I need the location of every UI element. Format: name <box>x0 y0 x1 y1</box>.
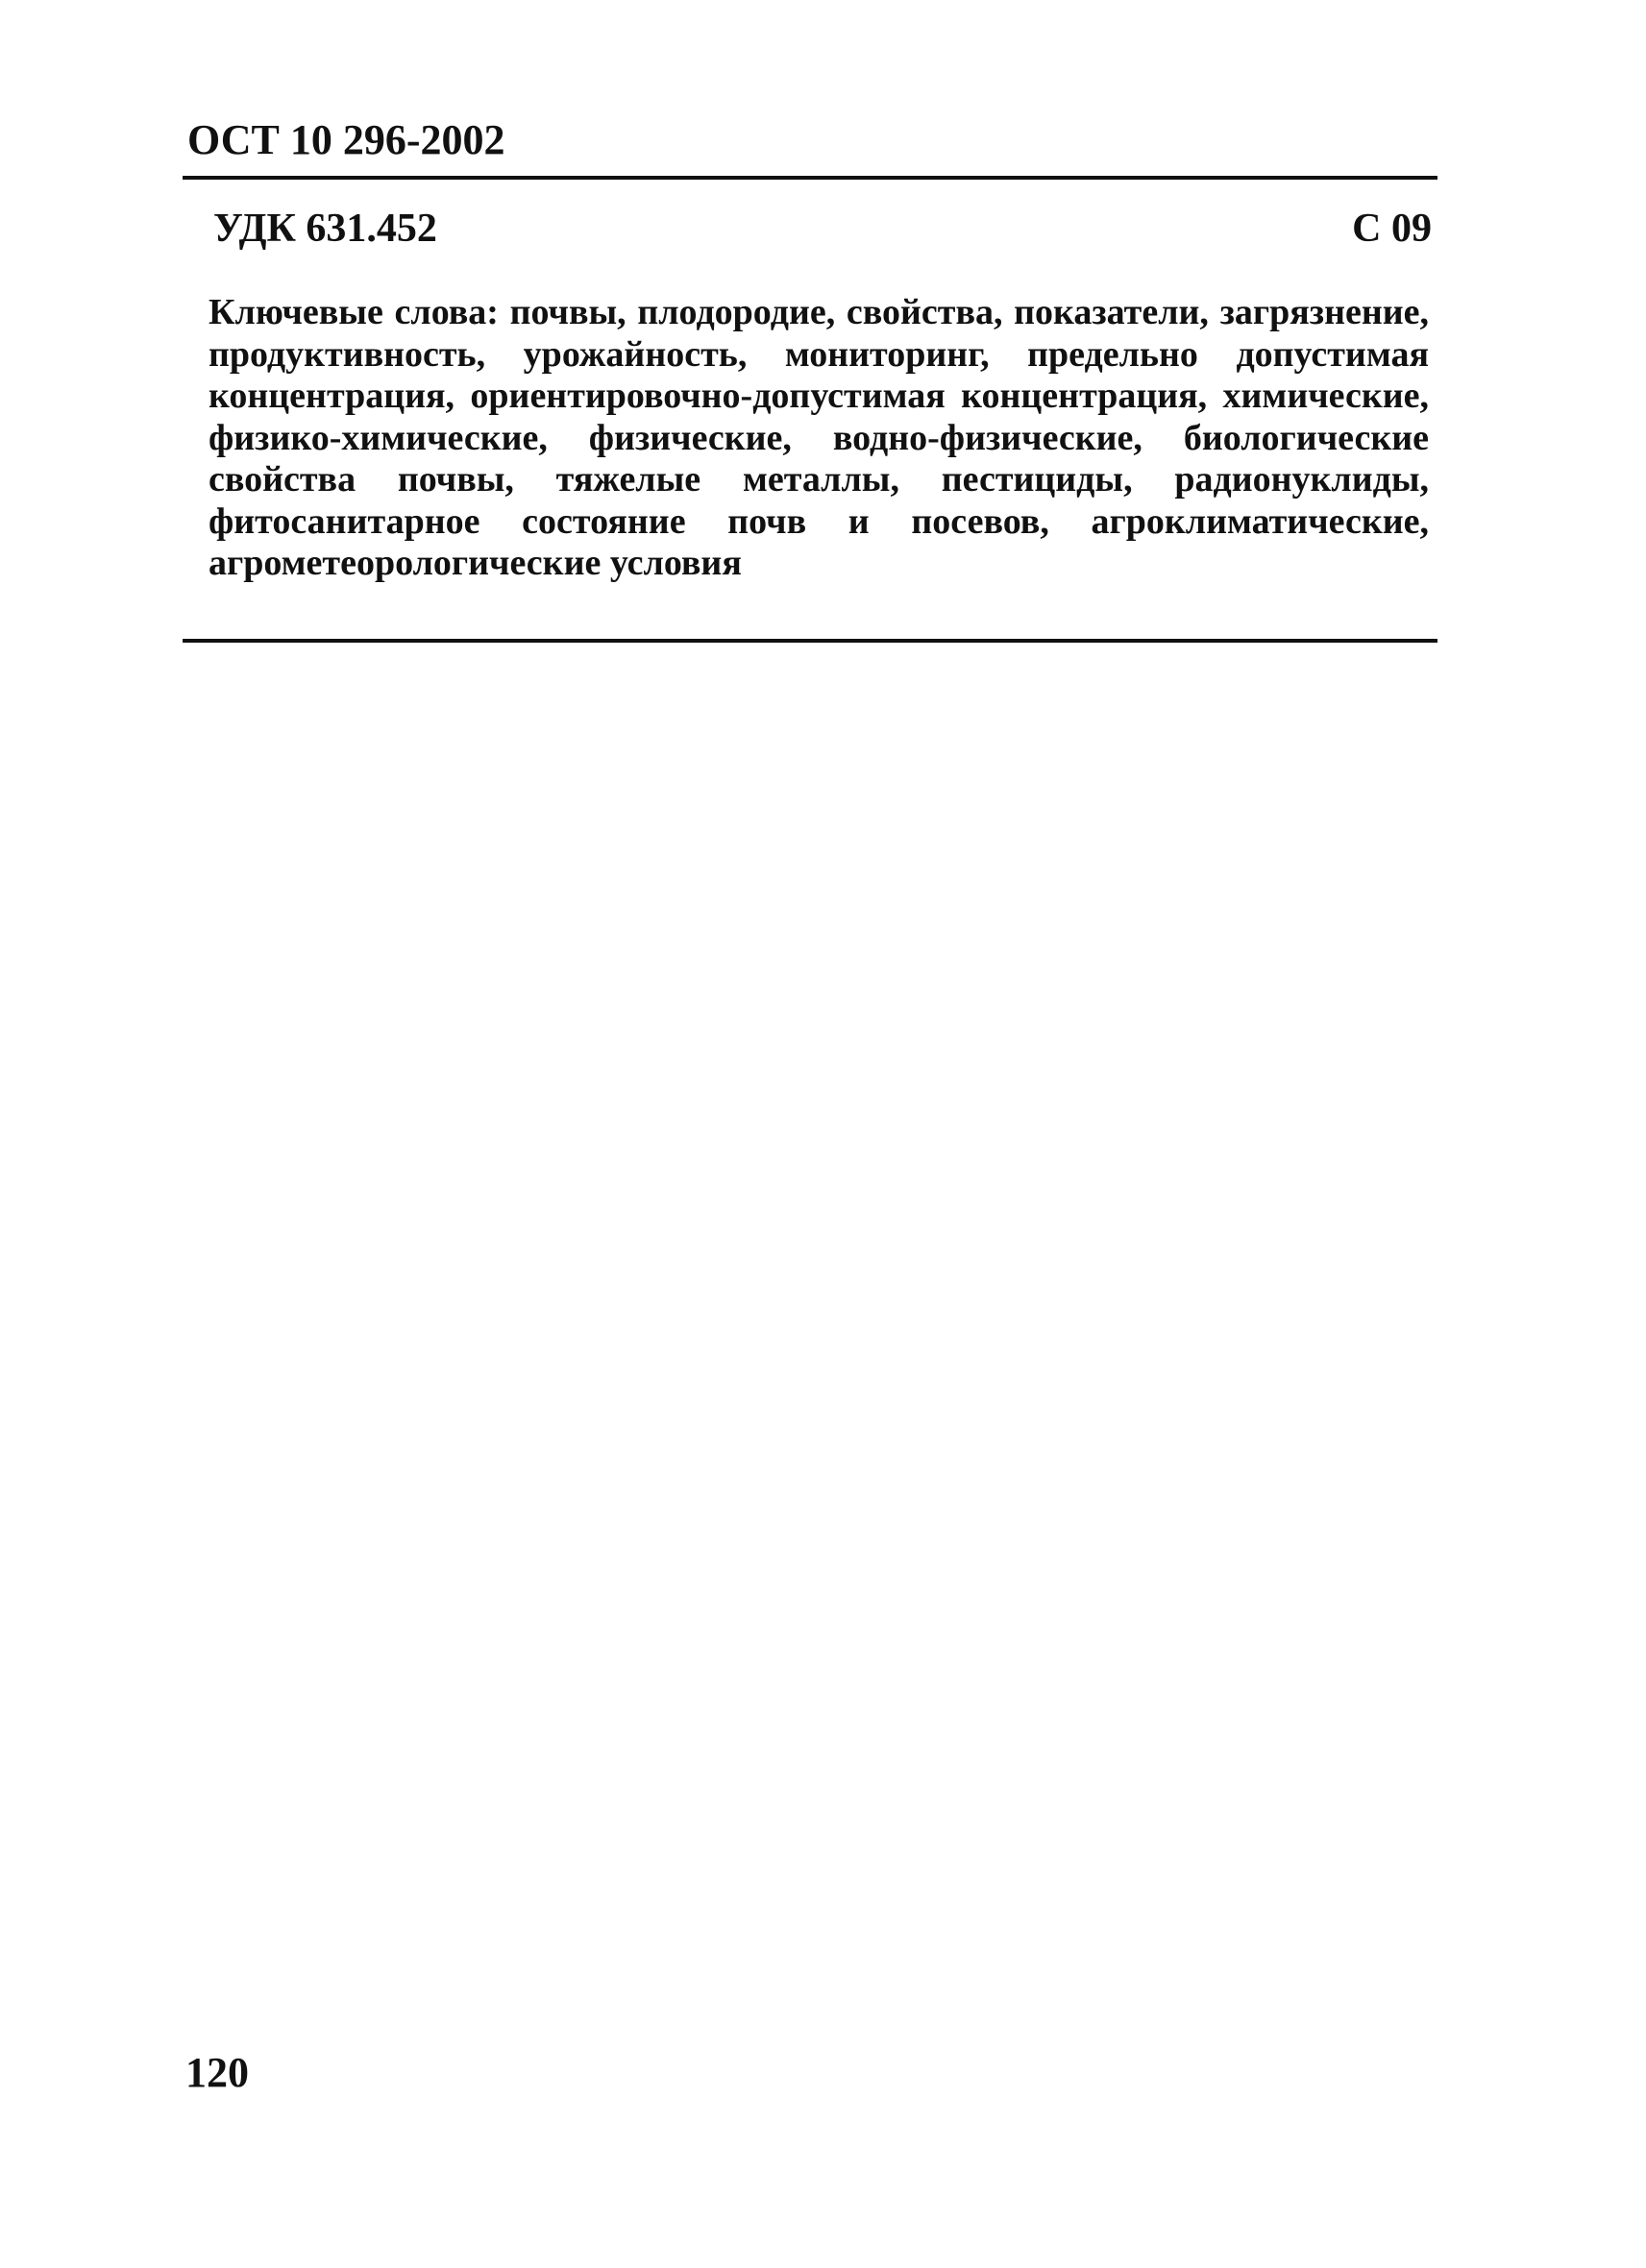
udk-row <box>213 204 1432 254</box>
standard-number: ОСТ 10 296-2002 <box>187 116 505 163</box>
bottom-divider <box>183 639 1437 643</box>
page-number: 120 <box>185 2049 249 2096</box>
udk-code: УДК 631.452 <box>213 207 437 251</box>
keywords-paragraph: Ключевые слова: почвы, плодородие, свойства, показатели, загрязнение, продуктивность, урожайность, мониторинг, предельно допустимая концентрация, ориентировочно-допустимая концентрация, химические, физико-химические, физические, водно-физические, биологические свойства почвы, тяжелые металлы, пестициды, радионуклиды, фитосанитарное состояние почв и посевов, агроклиматические, агрометеорологические условия <box>209 292 1429 583</box>
top-divider <box>183 176 1437 180</box>
classification-code: С 09 <box>1352 207 1432 251</box>
